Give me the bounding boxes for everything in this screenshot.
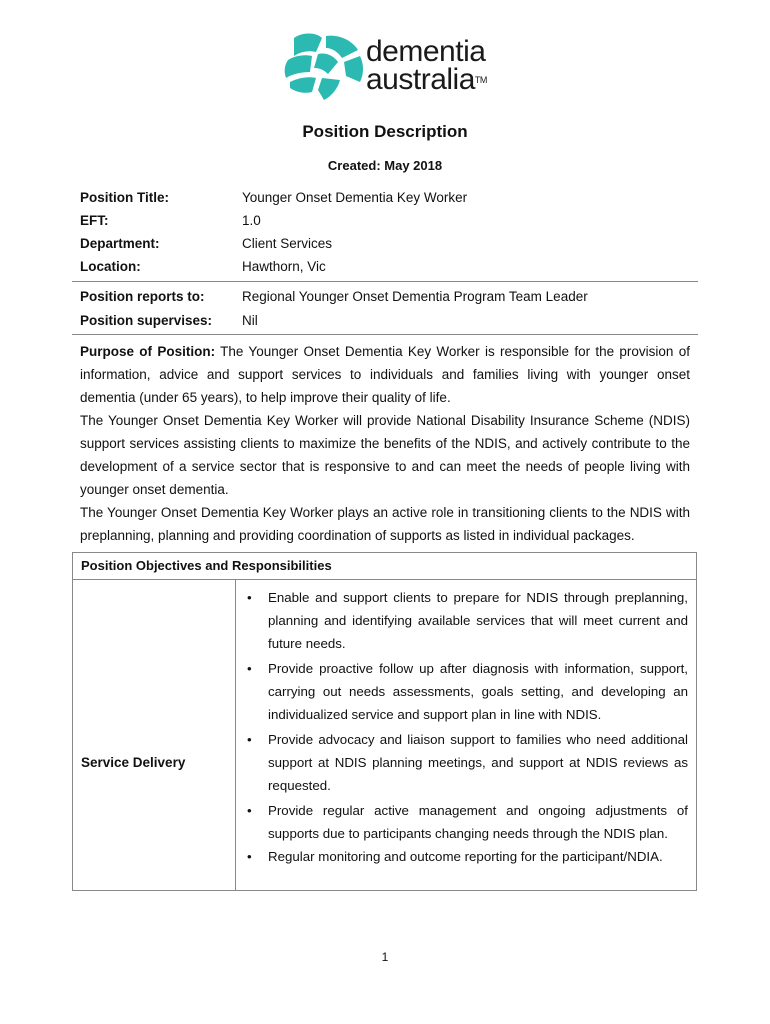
- divider: [72, 281, 698, 282]
- purpose-section: [80, 340, 690, 547]
- purpose-text: The Younger Onset Dementia Key Worker is responsible for the provision of information, advice and support services to individuals and families living with younger onset dementia (under 65 years), to help improve their quality of life.: [80, 344, 690, 405]
- purpose-paragraph-2: The Younger Onset Dementia Key Worker will provide National Disability Insurance Scheme (NDIS) support services assisting clients to maximize the benefits of the NDIS, and actively contribute to the development of a service sector that is responsive to and can meet the needs of people living with younger onset dementia.: [80, 413, 690, 497]
- field-value: Hawthorn, Vic: [242, 259, 326, 274]
- created-date: Created: May 2018: [327, 158, 443, 173]
- logo-line-2: australia: [366, 63, 475, 96]
- field-value: Client Services: [242, 236, 333, 251]
- dementia-australia-logo: [282, 30, 492, 105]
- bullet-icon: •: [247, 803, 252, 818]
- list-item-text: Provide proactive follow up after diagnosis with information, support, carrying out needs assessments, goals setting, and developing an individualized service and support plan in line with NDIS.: [268, 661, 688, 722]
- page-number: 1: [381, 950, 389, 964]
- bullet-icon: •: [247, 661, 252, 676]
- trademark: TM: [474, 75, 487, 85]
- field-label: Location:: [80, 259, 141, 274]
- list-item-text: Provide advocacy and liaison support to families who need additional support at NDIS planning meetings, and support at NDIS reviews as requested.: [268, 732, 688, 793]
- field-label: Position reports to:: [80, 289, 205, 304]
- bullet-icon: •: [247, 732, 252, 747]
- logo-line-1: dementia: [366, 35, 486, 68]
- purpose-lead: Purpose of Position:: [80, 344, 216, 359]
- bullet-icon: •: [247, 590, 252, 605]
- field-value: 1.0: [242, 213, 261, 228]
- field-value: Regional Younger Onset Dementia Program Team Leader: [242, 289, 588, 304]
- list-item-text: Regular monitoring and outcome reporting for the participant/NDIA.: [268, 849, 663, 864]
- table-header: Position Objectives and Responsibilities: [73, 553, 696, 580]
- responsibilities-table: [72, 552, 697, 891]
- list-item: [235, 728, 696, 797]
- divider: [72, 334, 698, 335]
- list-item: [235, 799, 696, 845]
- field-label: Position Title:: [80, 190, 170, 205]
- brain-logo-icon: [282, 30, 366, 102]
- purpose-paragraph-3: The Younger Onset Dementia Key Worker plays an active role in transitioning clients to the NDIS with preplanning, planning and providing coordination of supports as listed in individual packages.: [80, 505, 690, 543]
- responsibilities-list: [235, 580, 696, 890]
- page-title: Position Description: [302, 122, 468, 141]
- list-item-text: Enable and support clients to prepare for NDIS through preplanning, planning and identifying available services that will meet current and future needs.: [268, 590, 688, 651]
- field-value: Younger Onset Dementia Key Worker: [242, 190, 468, 205]
- purpose-paragraph-1: [80, 340, 690, 409]
- field-label: Position supervises:: [80, 313, 213, 328]
- logo-wordmark: [366, 35, 487, 96]
- list-item: [235, 586, 696, 655]
- section-cell: [73, 580, 236, 890]
- bullet-icon: •: [247, 849, 252, 864]
- list-item: [235, 657, 696, 726]
- section-label: Service Delivery: [81, 755, 186, 770]
- field-label: Department:: [80, 236, 160, 251]
- list-item-text: Provide regular active management and ongoing adjustments of supports due to participants changing needs through the NDIS plan.: [268, 803, 688, 841]
- list-item: [235, 845, 696, 868]
- field-value: Nil: [242, 313, 258, 328]
- field-label: EFT:: [80, 213, 109, 228]
